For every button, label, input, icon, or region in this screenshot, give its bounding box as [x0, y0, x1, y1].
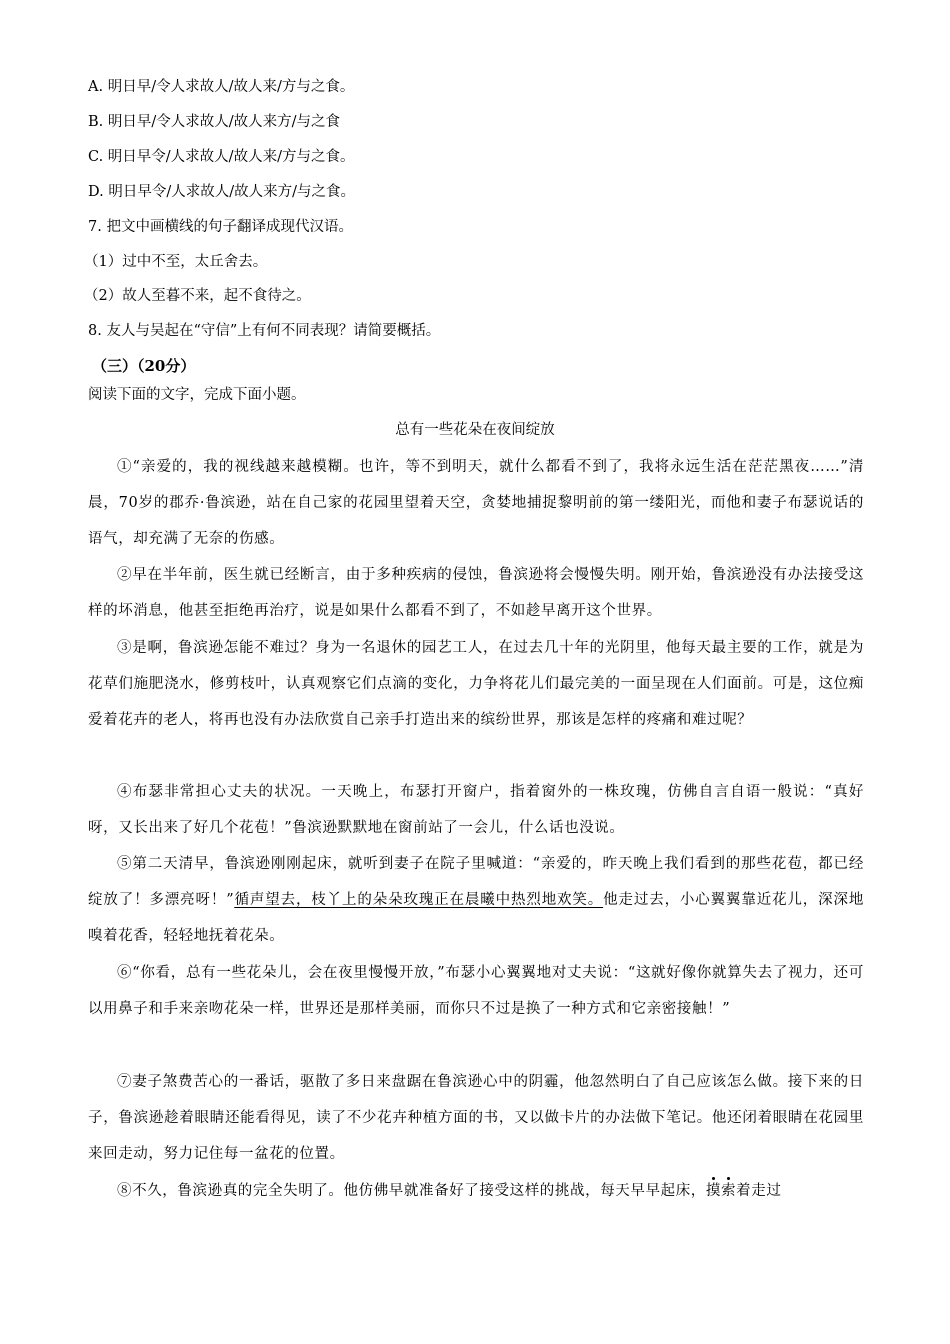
paragraph-6: ⑥“你看，总有一些花朵儿，会在夜里慢慢开放，”布瑟小心翼翼地对丈夫说：“这就好像你就算失去了视力，还可以用鼻子和手来亲吻花朵一样，世界还是那样美丽，而你只不过是换了一种方式和它亲密接触！”	[88, 965, 864, 1017]
paragraph-8-end: 着走过	[736, 1183, 782, 1199]
option-a: A. 明日早/令人求故人/故人来/方与之食。	[88, 79, 355, 95]
paragraph-5	[88, 846, 864, 954]
paragraph-5-end: 他走过去，小心翼翼靠近花儿，深深地嗅着花香，轻轻地抚着花朵。	[88, 892, 864, 944]
article-title: 总有一些花朵在夜间绽放	[395, 422, 555, 438]
option-d: D. 明日早令/人求故人/故人来方/与之食。	[88, 184, 355, 200]
paragraph-3: ③是啊，鲁滨逊怎能不难过？身为一名退休的园艺工人，在过去几十年的光阴里，他每天最主要的工作，就是为花草们施肥浇水，修剪枝叶，认真观察它们点滴的变化，力争将花儿们最完美的一面呈现在人们面前。可是，这位痴爱着花卉的老人，将再也没有办法欣赏自己亲手打造出来的缤纷世界，那该是怎样的疼痛和难过呢？	[88, 640, 864, 728]
question-7: 7. 把文中画横线的句子翻译成现代汉语。	[88, 219, 353, 235]
question-7-part-1: （1）过中不至，太丘舍去。	[84, 254, 268, 270]
emphasis-dot-char-2: 索	[721, 1183, 737, 1199]
paragraph-5-start: ⑤第二天清早，鲁滨逊刚刚起床，就听到妻子在院子里喊道：“亲爱的，昨天晚上我们看到的那些花苞，都已经绽放了！多漂亮呀！”	[88, 856, 864, 908]
paragraph-1: ①“亲爱的，我的视线越来越模糊。也许，等不到明天，就什么都看不到了，我将永远生活在茫茫黑夜……”清晨，70岁的郡乔·鲁滨逊，站在自己家的花园里望着天空，贪婪地捕捉黎明前的第一缕阳光，而他和妻子布瑟说话的语气，却充满了无奈的伤感。	[88, 459, 864, 547]
section-instruction: 阅读下面的文字，完成下面小题。	[88, 387, 306, 403]
paragraph-7: ⑦妻子煞费苦心的一番话，驱散了多日来盘踞在鲁滨逊心中的阴霾，他忽然明白了自己应该怎么做。接下来的日子，鲁滨逊趁着眼睛还能看得见，读了不少花卉种植方面的书，又以做卡片的办法做下笔记。他还闭着眼睛在花园里来回走动，努力记住每一盆花的位置。	[88, 1074, 864, 1162]
paragraph-4: ④布瑟非常担心丈夫的状况。一天晚上，布瑟打开窗户，指着窗外的一株玫瑰，仿佛自言自语一般说：“真好呀，又长出来了好几个花苞！”鲁滨逊默默地在窗前站了一会儿，什么话也没说。	[88, 784, 864, 836]
question-8: 8. 友人与吴起在“守信”上有何不同表现？请简要概括。	[88, 323, 441, 339]
section-heading: （三）（20分）	[92, 357, 196, 375]
option-c: C. 明日早令/人求故人/故人来/方与之食。	[88, 149, 355, 165]
paragraph-8-start: ⑧不久，鲁滨逊真的完全失明了。他仿佛早就准备好了接受这样的挑战，每天早早起床，	[117, 1183, 706, 1199]
paragraph-8	[88, 1173, 864, 1209]
underlined-sentence: 循声望去，枝丫上的朵朵玫瑰正在晨曦中热烈地欢笑。	[234, 892, 604, 908]
paragraph-2: ②早在半年前，医生就已经断言，由于多种疾病的侵蚀，鲁滨逊将会慢慢失明。刚开始，鲁滨逊没有办法接受这样的坏消息，他甚至拒绝再治疗，说是如果什么都看不到了，不如趁早离开这个世界。	[88, 567, 864, 619]
emphasis-dot-char-1: 摸	[705, 1183, 722, 1199]
question-7-part-2: （2）故人至暮不来，起不食待之。	[84, 288, 311, 304]
option-b: B. 明日早/令人求故人/故人来方/与之食	[88, 114, 341, 130]
